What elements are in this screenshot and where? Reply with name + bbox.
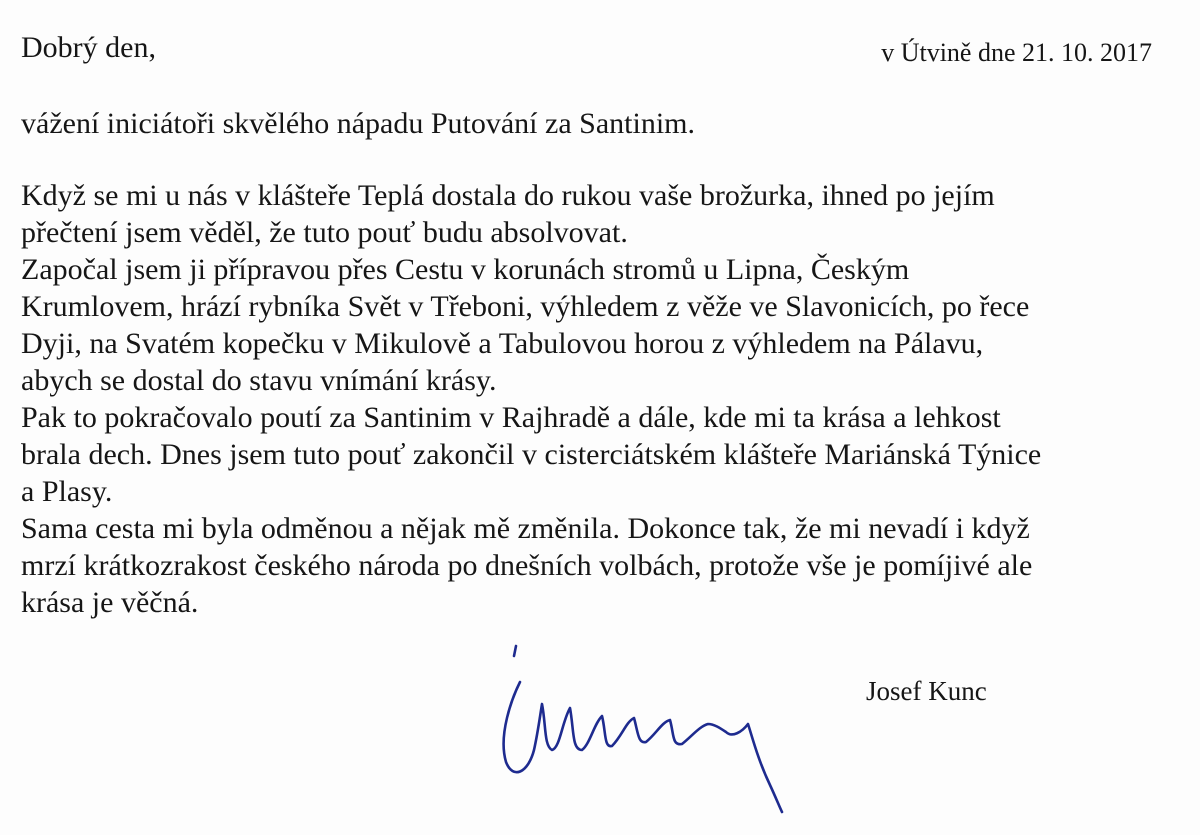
letter-body — [21, 177, 1171, 621]
body-line: Dyji, na Svatém kopečku v Mikulově a Tabulovou horou z výhledem na Pálavu, — [21, 327, 984, 360]
body-line: Když se mi u nás v klášteře Teplá dostala do rukou vaše brožurka, ihned po jejím — [21, 179, 995, 212]
greeting: Dobrý den, — [21, 31, 156, 64]
body-line: a Plasy. — [21, 475, 113, 508]
body-line: Pak to pokračovalo poutí za Santinim v Rajhradě a dále, kde mi ta krása a lehkost — [21, 401, 1001, 434]
body-line: Sama cesta mi byla odměnou a nějak mě změnila. Dokonce tak, že mi nevadí i když — [21, 512, 1030, 545]
place-date: v Útvině dne 21. 10. 2017 — [881, 38, 1152, 67]
salutation: vážení iniciátoři skvělého nápadu Putování za Santinim. — [21, 107, 695, 140]
handwritten-signature — [470, 640, 790, 815]
body-line: mrzí krátkozrakost českého národa po dnešních volbách, protože vše je pomíjivé ale — [21, 549, 1033, 582]
body-line: přečtení jsem věděl, že tuto pouť budu absolvovat. — [21, 216, 628, 249]
body-line: Započal jsem ji přípravou přes Cestu v korunách stromů u Lipna, Českým — [21, 253, 910, 286]
body-line: Krumlovem, hrází rybníka Svět v Třeboni, výhledem z věže ve Slavonicích, po řece — [21, 290, 1030, 323]
signature-name: Josef Kunc — [866, 676, 987, 706]
body-line: abych se dostal do stavu vnímání krásy. — [21, 364, 497, 397]
body-line: brala dech. Dnes jsem tuto pouť zakončil v cisterciátském klášteře Mariánská Týnice — [21, 438, 1042, 471]
body-line: krása je věčná. — [21, 586, 199, 619]
